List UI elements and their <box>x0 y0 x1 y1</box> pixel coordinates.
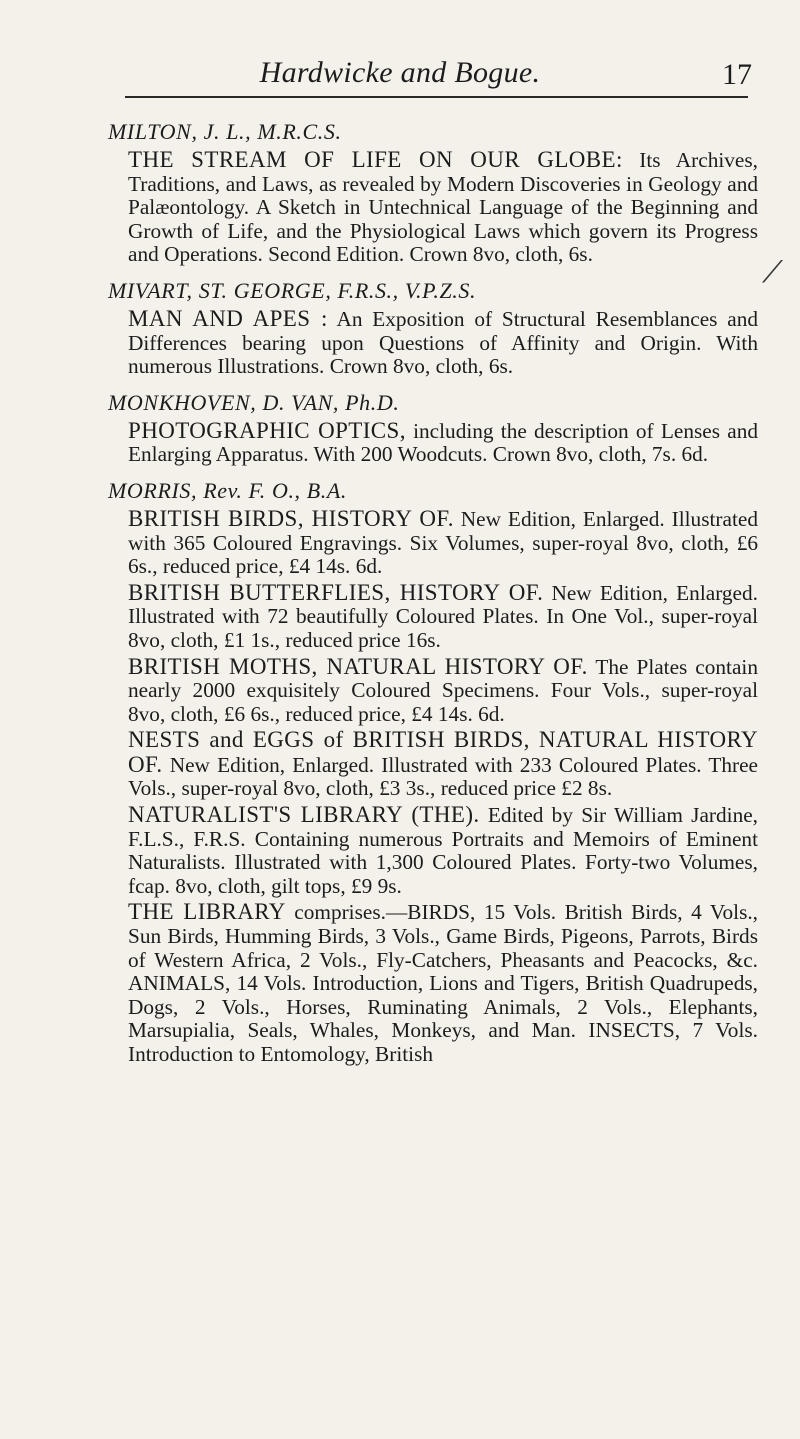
book-description: The Plates contain nearly 2000 exquisitely Coloured Specimens. Four Vols., super-royal 8vo, cloth, £6 6s., reduced price, £4 14s. 6d. <box>128 654 758 726</box>
author-heading: MORRIS, Rev. F. O., B.A. <box>108 477 348 503</box>
book-entry <box>108 419 758 467</box>
book-title: BRITISH BIRDS, HISTORY OF. <box>128 505 454 531</box>
book-entry <box>108 307 758 379</box>
book-description: Its Archives, Traditions, and Laws, as revealed by Modern Discoveries in Geology and Palæontology. A Sketch in Untechnical Language of the Beginning and Growth of Life, and the Physiological Laws which govern its Progress and Operations. Second Edition. Crown 8vo, cloth, 6s. <box>128 148 758 267</box>
margin-bracket-mark: ⟋ <box>762 256 783 289</box>
book-title: THE LIBRARY <box>128 899 286 925</box>
book-entry <box>108 507 758 579</box>
book-description: An Exposition of Structural Resemblances and Differences bearing upon Questions of Affinity and Origin. With numerous Illustrations. Crown 8vo, cloth, 6s. <box>128 306 758 379</box>
catalogue-content <box>108 118 758 1069</box>
book-entry <box>108 655 758 727</box>
book-description: comprises.—BIRDS, 15 Vols. British Birds, 4 Vols., Sun Birds, Humming Birds, 3 Vols., Game Birds, Pigeons, Parrots, Birds of Western Africa, 2 Vols., Fly-Catchers, Pheasants and Peacocks, &c. ANIMALS, 14 Vols. Introduction, Lions and Tigers, British Quadrupeds, Dogs, 2 Vols., Horses, Ruminating Animals, 2 Vols., Elephants, Marsupialia, Seals, Whales, Monkeys, and Man. INSECTS, 7 Vols. Introduction to Entomology, British <box>128 900 759 1066</box>
book-title: BRITISH MOTHS, NATURAL HISTORY OF. <box>128 653 588 679</box>
book-description: Edited by Sir William Jardine, F.L.S., F.R.S. Containing numerous Portraits and Memoirs of Eminent Naturalists. Illustrated with 1,300 Coloured Plates. Forty-two Volumes, fcap. 8vo, cloth, gilt tops, £9 9s. <box>128 803 758 898</box>
book-entry <box>108 148 758 267</box>
running-head: Hardwicke and Bogue. <box>259 56 541 89</box>
author-heading: MILTON, J. L., M.R.C.S. <box>108 119 342 144</box>
book-description: New Edition, Enlarged. Illustrated with 233 Coloured Plates. Three Vols., super-royal 8vo, cloth, £3 3s., reduced price £2 8s. <box>128 752 758 801</box>
book-title: BRITISH BUTTERFLIES, HISTORY OF. <box>128 579 544 605</box>
header-rule <box>125 96 748 98</box>
book-entry <box>108 581 758 653</box>
book-description: including the description of Lenses and Enlarging Apparatus. With 200 Woodcuts. Crown 8vo, cloth, 7s. 6d. <box>128 418 758 467</box>
book-title: MAN AND APES : <box>128 305 328 331</box>
book-entry <box>108 900 758 1066</box>
book-entry <box>108 803 758 898</box>
book-title: PHOTOGRAPHIC OPTICS, <box>128 417 406 443</box>
page-number: 17 <box>722 58 752 91</box>
book-title: THE STREAM OF LIFE ON OUR GLOBE: <box>128 147 623 172</box>
author-heading: MIVART, ST. GEORGE, F.R.S., V.P.Z.S. <box>108 277 477 303</box>
book-entry <box>108 728 758 801</box>
book-description: New Edition, Enlarged. Illustrated with 365 Coloured Engravings. Six Volumes, super-royal 8vo, cloth, £6 6s., reduced price, £4 14s. 6d. <box>128 506 758 579</box>
book-title: NESTS and EGGS of BRITISH BIRDS, NATURAL HISTORY OF. <box>128 727 758 777</box>
book-title: NATURALIST'S LIBRARY (THE). <box>128 802 480 828</box>
book-description: New Edition, Enlarged. Illustrated with 72 beautifully Coloured Plates. In One Vol., super-royal 8vo, cloth, £1 1s., reduced price 16s. <box>128 580 758 652</box>
author-heading: MONKHOVEN, D. VAN, Ph.D. <box>108 389 400 415</box>
